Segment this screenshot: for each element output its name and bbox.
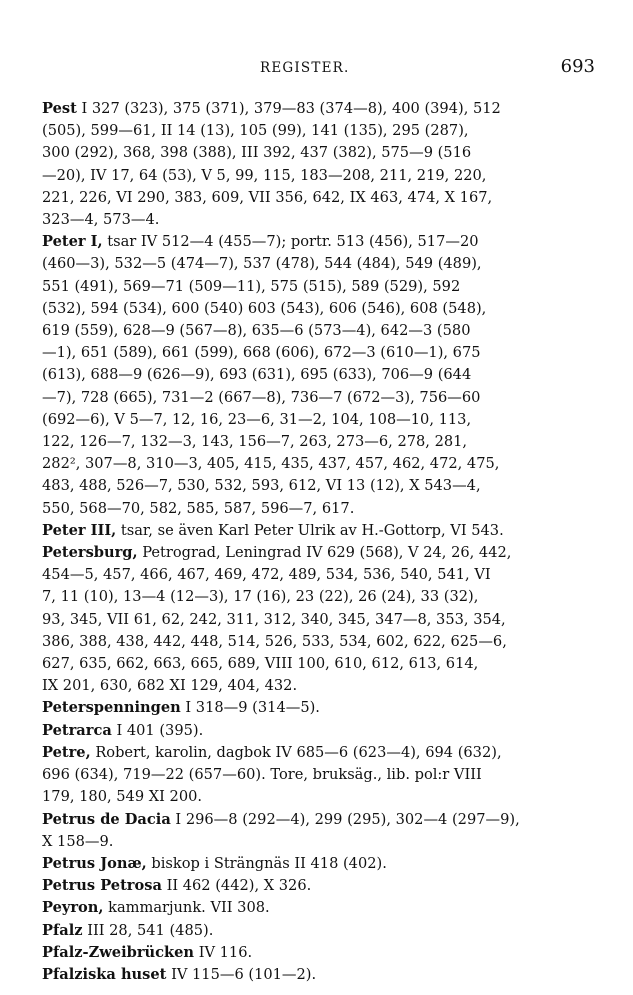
- entry-headword: Petrus Jonæ,: [42, 854, 147, 872]
- index-entry: [42, 942, 598, 964]
- entry-line: 550, 568—70, 582, 585, 587, 596—7, 617.: [42, 499, 355, 517]
- entry-headword: Peter III,: [42, 521, 117, 539]
- entry-line: IX 201, 630, 682 XI 129, 404, 432.: [42, 677, 298, 695]
- entry-line: Peterspenningen I 318—9 (314—5).: [42, 699, 320, 717]
- index-entry: [42, 920, 598, 942]
- entry-headword: Petrus de Dacia: [42, 810, 171, 828]
- entry-line: (692—6), V 5—7, 12, 16, 23—6, 31—2, 104, 108—10, 113,: [42, 410, 472, 428]
- page-number: 693: [560, 56, 595, 77]
- entry-line: 221, 226, VI 290, 383, 609, VII 356, 642, IX 463, 474, X 167,: [42, 188, 493, 206]
- entry-line: Petrarca I 401 (395).: [42, 721, 204, 739]
- entry-line: Petrus de Dacia I 296—8 (292—4), 299 (295), 302—4 (297—9),: [42, 810, 520, 828]
- entry-line: Petre, Robert, karolin, dagbok IV 685—6 (623—4), 694 (632),: [42, 743, 502, 761]
- entry-line: 619 (559), 628—9 (567—8), 635—6 (573—4), 642—3 (580: [42, 322, 471, 340]
- index-entry: [42, 697, 598, 719]
- entry-line: 300 (292), 368, 398 (388), III 392, 437 (382), 575—9 (516: [42, 144, 472, 162]
- entry-headword: Pfalziska huset: [42, 965, 167, 983]
- entry-line: 179, 180, 549 XI 200.: [42, 788, 203, 806]
- entry-line: Petrus Jonæ, biskop i Strängnäs II 418 (402).: [42, 854, 387, 872]
- index-entry: [42, 853, 598, 875]
- entry-line: 122, 126—7, 132—3, 143, 156—7, 263, 273—6, 278, 281,: [42, 433, 468, 451]
- entry-headword: Pest: [42, 100, 77, 117]
- entry-line: 323—4, 573—4.: [42, 211, 160, 229]
- index-entry: [42, 875, 598, 897]
- entry-line: 93, 345, VII 61, 62, 242, 311, 312, 340, 345, 347—8, 353, 354,: [42, 610, 506, 628]
- entry-line: Pfalz-Zweibrücken IV 116.: [42, 943, 253, 961]
- entry-line: Pest I 327 (323), 375 (371), 379—83 (374—8), 400 (394), 512: [42, 100, 501, 117]
- entry-line: Peter III, tsar, se även Karl Peter Ulrik av H.-Gottorp, VI 543.: [42, 521, 504, 539]
- index-entry: [42, 742, 598, 809]
- index-entry: [42, 98, 598, 231]
- entry-line: 7, 11 (10), 13—4 (12—3), 17 (16), 23 (22), 26 (24), 33 (32),: [42, 588, 479, 606]
- index-entry: [42, 720, 598, 742]
- entry-headword: Peter I,: [42, 233, 103, 251]
- entry-line: Pfalziska huset IV 115—6 (101—2).: [42, 965, 317, 983]
- index-entry: [42, 231, 598, 520]
- entry-headword: Peyron,: [42, 899, 104, 917]
- entry-line: 282², 307—8, 310—3, 405, 415, 435, 437, 457, 462, 472, 475,: [42, 455, 500, 473]
- entry-line: 696 (634), 719—22 (657—60). Tore, bruksäg., lib. pol:r VIII: [42, 766, 482, 784]
- index-entry: [42, 897, 598, 919]
- entry-line: 454—5, 457, 466, 467, 469, 472, 489, 534, 536, 540, 541, VI: [42, 566, 491, 584]
- entry-line: X 158—9.: [42, 832, 114, 850]
- entry-line: 627, 635, 662, 663, 665, 689, VIII 100, 610, 612, 613, 614,: [42, 655, 479, 673]
- index-entries: [42, 98, 598, 986]
- index-entry: [42, 964, 598, 986]
- entry-line: (460—3), 532—5 (474—7), 537 (478), 544 (484), 549 (489),: [42, 255, 482, 273]
- entry-headword: Petre,: [42, 743, 91, 761]
- entry-headword: Pfalz-Zweibrücken: [42, 943, 195, 961]
- running-head: REGISTER.: [260, 60, 350, 76]
- index-entry: [42, 520, 598, 542]
- index-entry: [42, 542, 598, 697]
- entry-headword: Petersburg,: [42, 544, 138, 562]
- index-entry: [42, 809, 598, 853]
- entry-line: —1), 651 (589), 661 (599), 668 (606), 672—3 (610—1), 675: [42, 344, 481, 362]
- entry-headword: Petrus Petrosa: [42, 877, 162, 895]
- entry-headword: Peterspenningen: [42, 699, 181, 717]
- entry-line: Peyron, kammarjunk. VII 308.: [42, 899, 270, 917]
- entry-line: (532), 594 (534), 600 (540) 603 (543), 606 (546), 608 (548),: [42, 299, 487, 317]
- entry-line: Pfalz III 28, 541 (485).: [42, 921, 214, 939]
- entry-line: 551 (491), 569—71 (509—11), 575 (515), 589 (529), 592: [42, 277, 461, 295]
- entry-line: —7), 728 (665), 731—2 (667—8), 736—7 (672—3), 756—60: [42, 388, 481, 406]
- entry-line: 386, 388, 438, 442, 448, 514, 526, 533, 534, 602, 622, 625—6,: [42, 632, 507, 650]
- entry-line: Peter I, tsar IV 512—4 (455—7); portr. 513 (456), 517—20: [42, 233, 479, 251]
- entry-line: Petrus Petrosa II 462 (442), X 326.: [42, 877, 312, 895]
- entry-line: (613), 688—9 (626—9), 693 (631), 695 (633), 706—9 (644: [42, 366, 472, 384]
- entry-line: —20), IV 17, 64 (53), V 5, 99, 115, 183—208, 211, 219, 220,: [42, 166, 487, 184]
- entry-headword: Pfalz: [42, 921, 83, 939]
- entry-line: (505), 599—61, II 14 (13), 105 (99), 141 (135), 295 (287),: [42, 122, 469, 140]
- entry-line: 483, 488, 526—7, 530, 532, 593, 612, VI 13 (12), X 543—4,: [42, 477, 481, 495]
- entry-headword: Petrarca: [42, 721, 112, 739]
- entry-line: Petersburg, Petrograd, Leningrad IV 629 (568), V 24, 26, 442,: [42, 544, 512, 562]
